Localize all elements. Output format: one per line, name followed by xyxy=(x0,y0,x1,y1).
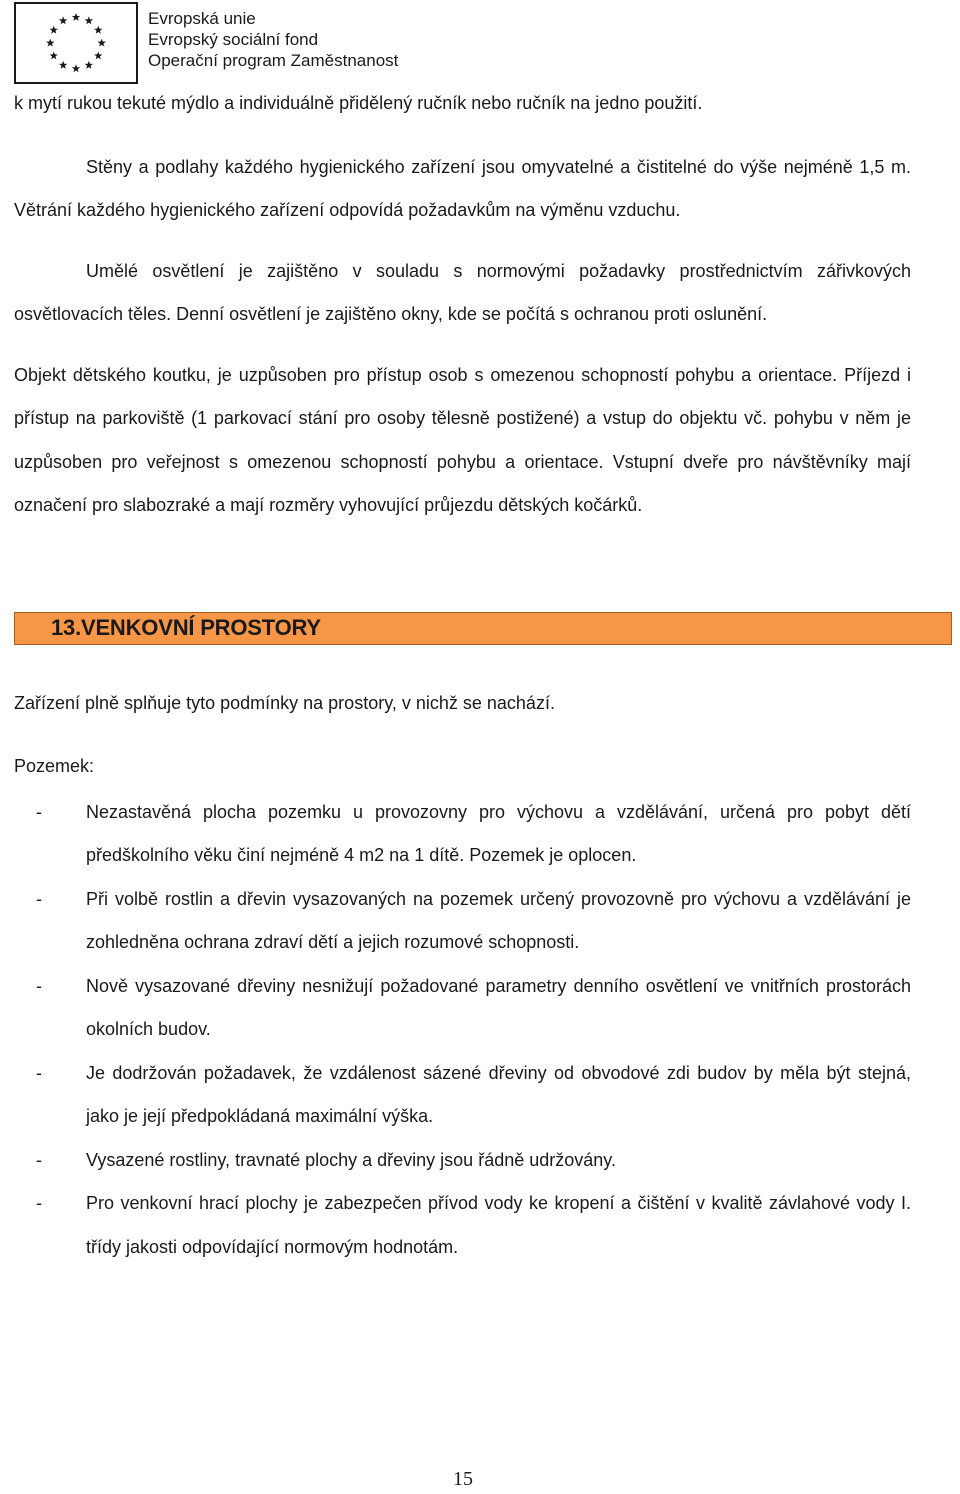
list-item xyxy=(14,1139,911,1183)
bullet-dash: - xyxy=(36,888,42,909)
requirements-list xyxy=(14,791,911,1270)
paragraph-walls-ventilation: Stěny a podlahy každého hygienického zařízení jsou omyvatelné a čistitelné do výše nejméně 1,5 m. Větrání každého hygienického zařízení odpovídá požadavkům na výměnu vzduchu. xyxy=(14,156,911,220)
page-header xyxy=(14,2,398,84)
paragraph-accessibility: Objekt dětského koutku, je uzpůsoben pro přístup osob s omezenou schopností pohybu a orientace. Příjezd i přístup na parkoviště (1 parkovací stání pro osoby tělesně postižené) a vstup do objektu vč. pohybu v něm je uzpůsoben pro veřejnost s omezenou schopností pohybu a orientace. Vstupní dveře pro návštěvníky mají označení pro slabozraké a mají rozměry vyhovující průjezdu dětských kočárků. xyxy=(14,364,911,515)
header-line-2: Evropský sociální fond xyxy=(148,30,319,49)
section-title-text: VENKOVNÍ PROSTORY xyxy=(80,615,321,641)
program-name xyxy=(148,8,398,71)
section-intro: Zařízení plně splňuje tyto podmínky na prostory, v nichž se nachází. xyxy=(14,692,555,713)
list-item-text: Při volbě rostlin a dřevin vysazovaných na pozemek určený provozovně pro výchovu a vzdělávání je zohledněna ochrana zdraví dětí a jejich rozumové schopnosti. xyxy=(86,888,911,952)
list-item xyxy=(14,1052,911,1139)
list-item-text: Pro venkovní hrací plochy je zabezpečen přívod vody ke kropení a čištění v kvalitě závlahové vody I. třídy jakosti odpovídající normovým hodnotám. xyxy=(86,1193,911,1257)
paragraph-hygiene-equipment: k mytí rukou tekuté mýdlo a individuálně přidělený ručník nebo ručník na jedno použití. xyxy=(14,93,703,113)
subheading-pozemek: Pozemek: xyxy=(14,756,95,776)
bullet-dash: - xyxy=(36,801,42,822)
bullet-dash: - xyxy=(36,1193,42,1213)
eu-flag-icon xyxy=(14,2,138,84)
section-number: 13. xyxy=(51,615,81,641)
header-line-3: Operační program Zaměstnanost xyxy=(148,51,399,70)
list-item-text: Je dodržován požadavek, že vzdálenost sázené dřeviny od obvodové zdi budov by měla být stejná, jako je její předpokládaná maximální výška. xyxy=(86,1062,911,1126)
document-body xyxy=(14,82,911,1269)
bullet-dash: - xyxy=(36,1149,42,1170)
page-number: 15 xyxy=(453,1468,473,1490)
list-item xyxy=(14,878,911,965)
section-title xyxy=(51,606,321,650)
list-item-text: Vysazené rostliny, travnaté plochy a dřeviny jsou řádně udržovány. xyxy=(86,1149,616,1170)
bullet-dash: - xyxy=(36,975,42,996)
bullet-dash: - xyxy=(36,1062,42,1083)
paragraph-lighting: Umělé osvětlení je zajištěno v souladu s normovými požadavky prostřednictvím zářivkových osvětlovacích těles. Denní osvětlení je zajištěno okny, kde se počítá s ochranou proti oslunění. xyxy=(14,260,911,324)
list-item xyxy=(14,965,911,1052)
header-line-1: Evropská unie xyxy=(148,9,256,28)
list-item-text: Nezastavěná plocha pozemku u provozovny pro výchovu a vzdělávání, určená pro pobyt dětí předškolního věku činí nejméně 4 m2 na 1 dítě. Pozemek je oplocen. xyxy=(86,801,911,865)
section-heading xyxy=(14,612,952,645)
list-item-text: Nově vysazované dřeviny nesnižují požadované parametry denního osvětlení ve vnitřních prostorách okolních budov. xyxy=(86,975,911,1039)
list-item xyxy=(14,1182,911,1269)
list-item xyxy=(14,791,911,878)
